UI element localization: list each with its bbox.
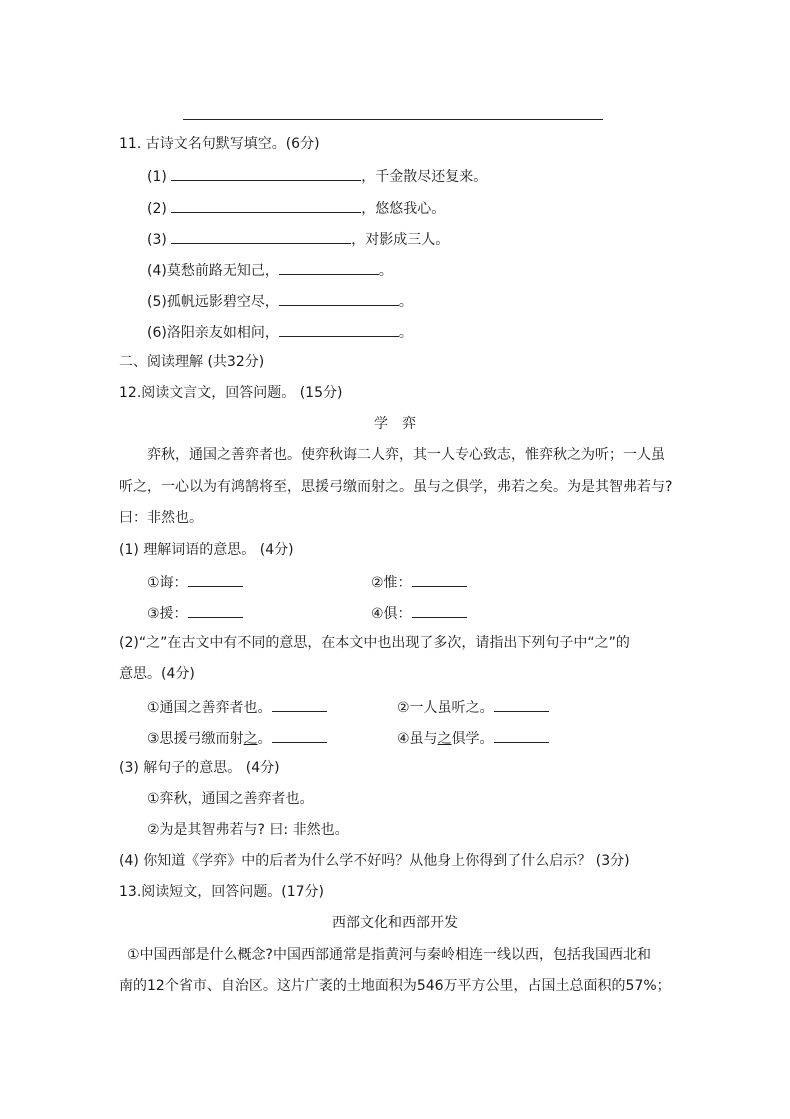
q12-passage-line-2: 听之，一心以为有鸿鹄将至，思援弓缴而射之。虽与之俱学，弗若之矣。为是其智弗若与?	[119, 479, 673, 495]
item-text: ，对影成三人。	[351, 232, 450, 248]
fill-blank[interactable]	[412, 571, 467, 587]
q12-sub2-heading-line-1: (2)“之”在古文中有不同的意思，在本文中也出现了多次，请指出下列句子中“之”的	[119, 635, 630, 651]
q11-heading: 11. 古诗文名句默写填空。(6分)	[119, 136, 320, 152]
fill-blank[interactable]	[279, 321, 399, 337]
target-word: 之	[437, 731, 452, 747]
q12-sub1-item-4	[371, 602, 467, 624]
q12-passage-title: 学 弈	[374, 416, 416, 432]
item-text: ③思援弓缴而射	[147, 731, 244, 747]
q13-passage-title: 西部文化和西部开发	[332, 915, 458, 931]
item-text-end: 俱学。	[451, 731, 494, 747]
q12-passage-line-3: 曰：非然也。	[119, 510, 203, 526]
q12-sub1-item-1	[147, 571, 243, 593]
item-text: ①通国	[147, 700, 188, 716]
fill-blank[interactable]	[272, 696, 327, 712]
item-text: ②惟：	[371, 575, 412, 591]
item-text: ④虽与	[397, 731, 438, 747]
item-text-end: 。	[398, 294, 413, 310]
item-text: 莫愁前路无知己，	[166, 263, 279, 279]
q12-heading: 12.阅读文言文，回答问题。 (15分)	[119, 385, 343, 401]
fill-blank[interactable]	[494, 696, 549, 712]
q11-item-3	[147, 228, 449, 250]
q13-heading: 13.阅读短文，回答问题。(17分)	[119, 884, 325, 900]
q12-sub3-item-1: ①弈秋，通国之善弈者也。	[147, 791, 314, 807]
answer-line-top	[183, 119, 603, 120]
target-word: 之	[187, 700, 202, 716]
q12-sub1-heading: (1) 理解词语的意思。 (4分)	[119, 542, 294, 558]
item-number: (1)	[147, 169, 167, 185]
q12-sub2-item-3	[147, 727, 327, 749]
fill-blank[interactable]	[412, 602, 467, 618]
item-text: ②一人虽听	[397, 700, 466, 716]
target-word: 之	[243, 731, 258, 747]
q12-passage-line-1: 弈秋，通国之善弈者也。使弈秋诲二人弈，其一人专心致志，惟弈秋之为听；一人虽	[147, 447, 665, 463]
fill-blank[interactable]	[272, 727, 327, 743]
fill-blank[interactable]	[279, 259, 379, 275]
q13-passage-line-1: ①中国西部是什么概念?中国西部通常是指黄河与秦岭相连一线以西，包括我国西北和	[127, 947, 651, 963]
q11-item-2	[147, 197, 445, 219]
q12-sub3-item-2: ②为是其智弗若与? 曰: 非然也。	[147, 822, 349, 838]
target-word: 之	[465, 700, 480, 716]
q12-sub2-heading-line-2: 意思。(4分)	[119, 666, 195, 682]
fill-blank[interactable]	[171, 197, 361, 213]
fill-blank[interactable]	[171, 165, 361, 181]
q12-sub1-item-2	[371, 571, 467, 593]
q11-item-4	[147, 259, 393, 281]
q12-sub4: (4) 你知道《学弈》中的后者为什么学不好吗？从他身上你得到了什么启示？ (3分)	[119, 853, 630, 869]
item-text-end: 善弈者也。	[201, 700, 272, 716]
fill-blank[interactable]	[188, 571, 243, 587]
q11-item-1	[147, 165, 487, 187]
item-text: 洛阳亲友如相问，	[166, 325, 279, 341]
q12-sub3-heading: (3) 解句子的意思。 (4分)	[119, 760, 280, 776]
item-number: (4)	[147, 263, 167, 279]
q12-sub1-item-3	[147, 602, 243, 624]
item-text: ，悠悠我心。	[361, 201, 446, 217]
section-2-heading: 二、阅读理解 (共32分)	[119, 354, 265, 370]
item-number: (5)	[147, 294, 167, 310]
q12-sub2-item-4	[397, 727, 549, 749]
fill-blank[interactable]	[188, 602, 243, 618]
item-number: (2)	[147, 201, 167, 217]
q12-sub2-item-1	[147, 696, 327, 718]
item-text-end: 。	[398, 325, 413, 341]
q11-item-5	[147, 290, 413, 312]
item-text-end: 。	[257, 731, 272, 747]
item-text-end: 。	[378, 263, 393, 279]
fill-blank[interactable]	[279, 290, 399, 306]
item-text-end: 。	[479, 700, 494, 716]
q13-passage-line-2: 南的12个省市、自治区。这片广袤的土地面积为546万平方公里，占国土总面积的57%；	[119, 978, 671, 994]
item-text: ④俱：	[371, 606, 412, 622]
item-number: (3)	[147, 232, 167, 248]
item-text: ，千金散尽还复来。	[361, 169, 488, 185]
item-number: (6)	[147, 325, 167, 341]
item-text: ③援：	[147, 606, 188, 622]
q12-sub2-item-2	[397, 696, 549, 718]
fill-blank[interactable]	[494, 727, 549, 743]
q11-item-6	[147, 321, 413, 343]
item-text: 孤帆远影碧空尽，	[166, 294, 279, 310]
fill-blank[interactable]	[171, 228, 351, 244]
item-text: ①诲：	[147, 575, 188, 591]
